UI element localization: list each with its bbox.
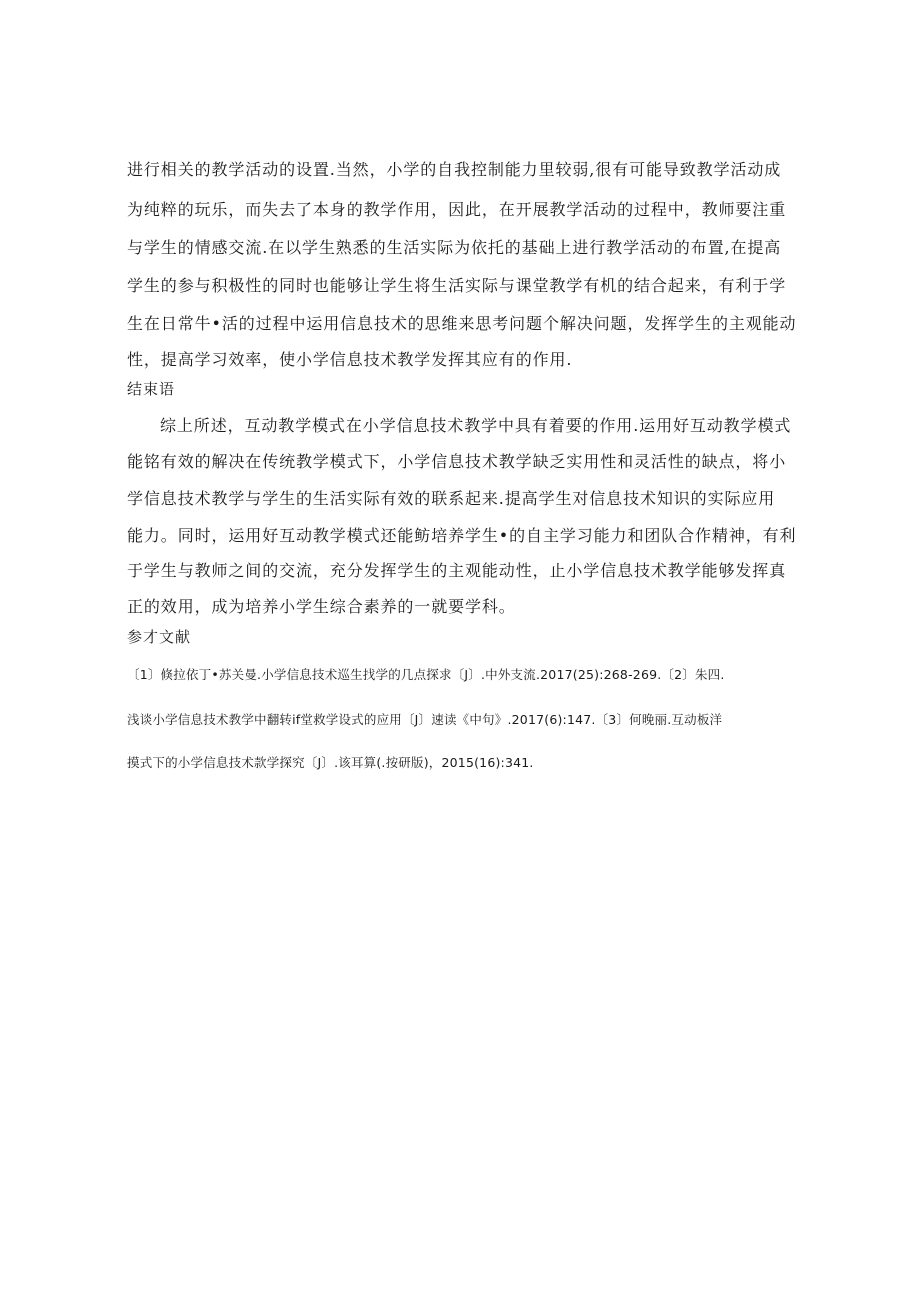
paragraph-line: 与学生的情感交流.在以学生熟悉的生活实际为依托的基础上进行教学活动的布置,在提高 (127, 238, 782, 257)
paragraph-line: 性，提高学习效率，使小学信息技术教学发挥其应有的作用. (127, 350, 573, 369)
section-heading-conclusion: 结束语 (127, 380, 176, 398)
paragraph-line: 学生的参与积极性的同时也能够让学生将生活实际与课堂教学有机的结合起来，有利于学 (127, 276, 787, 295)
reference-line: 浅谈小学信息技术教学中翻转if堂救学设式的应用〔J〕速读《中句》.2017(6):147.〔3〕何晚丽.互动板洋 (127, 712, 723, 727)
paragraph-line: 于学生与教师之间的交流，充分发挥学生的主观能动性，止小学信息技术教学能够发挥真 (127, 561, 787, 580)
paragraph-line: 生在日常牛•活的过程中运用信息技术的思维来思考问题个解决问题，发挥学生的主观能动 (127, 314, 797, 333)
reference-line: 〔1〕倏拉依丁•苏关曼.小学信息技术巡生找学的几点探求〔J〕.中外支流.2017(25):268-269.〔2〕朱四. (127, 667, 725, 682)
paragraph-line: 正的效用，成为培养小学生综合素养的一就要学科。 (127, 597, 516, 616)
paragraph-line: 能铭有效的解决在传统教学模式下，小学信息技术教学缺乏实用性和灵活性的缺点，将小 (127, 452, 787, 471)
paragraph-line: 为纯粹的玩乐，而失去了本身的教学作用，因此，在开展教学活动的过程中，教师要注重 (127, 200, 787, 219)
reference-line: 摸式下的小学信息技术款学探究〔J〕.该耳算(.按研版)，2015(16):341. (127, 755, 534, 770)
paragraph-line: 能力。同时，运用好互动教学模式还能鲂培养学生•的自主学习能力和团队合作精神，有利 (127, 526, 797, 545)
paragraph-line: 进行相关的教学活动的设置.当然，小学的自我控制能力里较弱,很有可能导致教学活动成 (127, 160, 782, 179)
paragraph-line: 综上所述，互动教学模式在小学信息技术教学中具有着要的作用.运用好互动教学模式 (160, 416, 792, 435)
section-heading-references: 参才文献 (127, 628, 192, 646)
paragraph-line: 学信息技术教学与学生的生活实际有效的联系起来.提高学生对信息技术知识的实际应用 (127, 489, 776, 508)
